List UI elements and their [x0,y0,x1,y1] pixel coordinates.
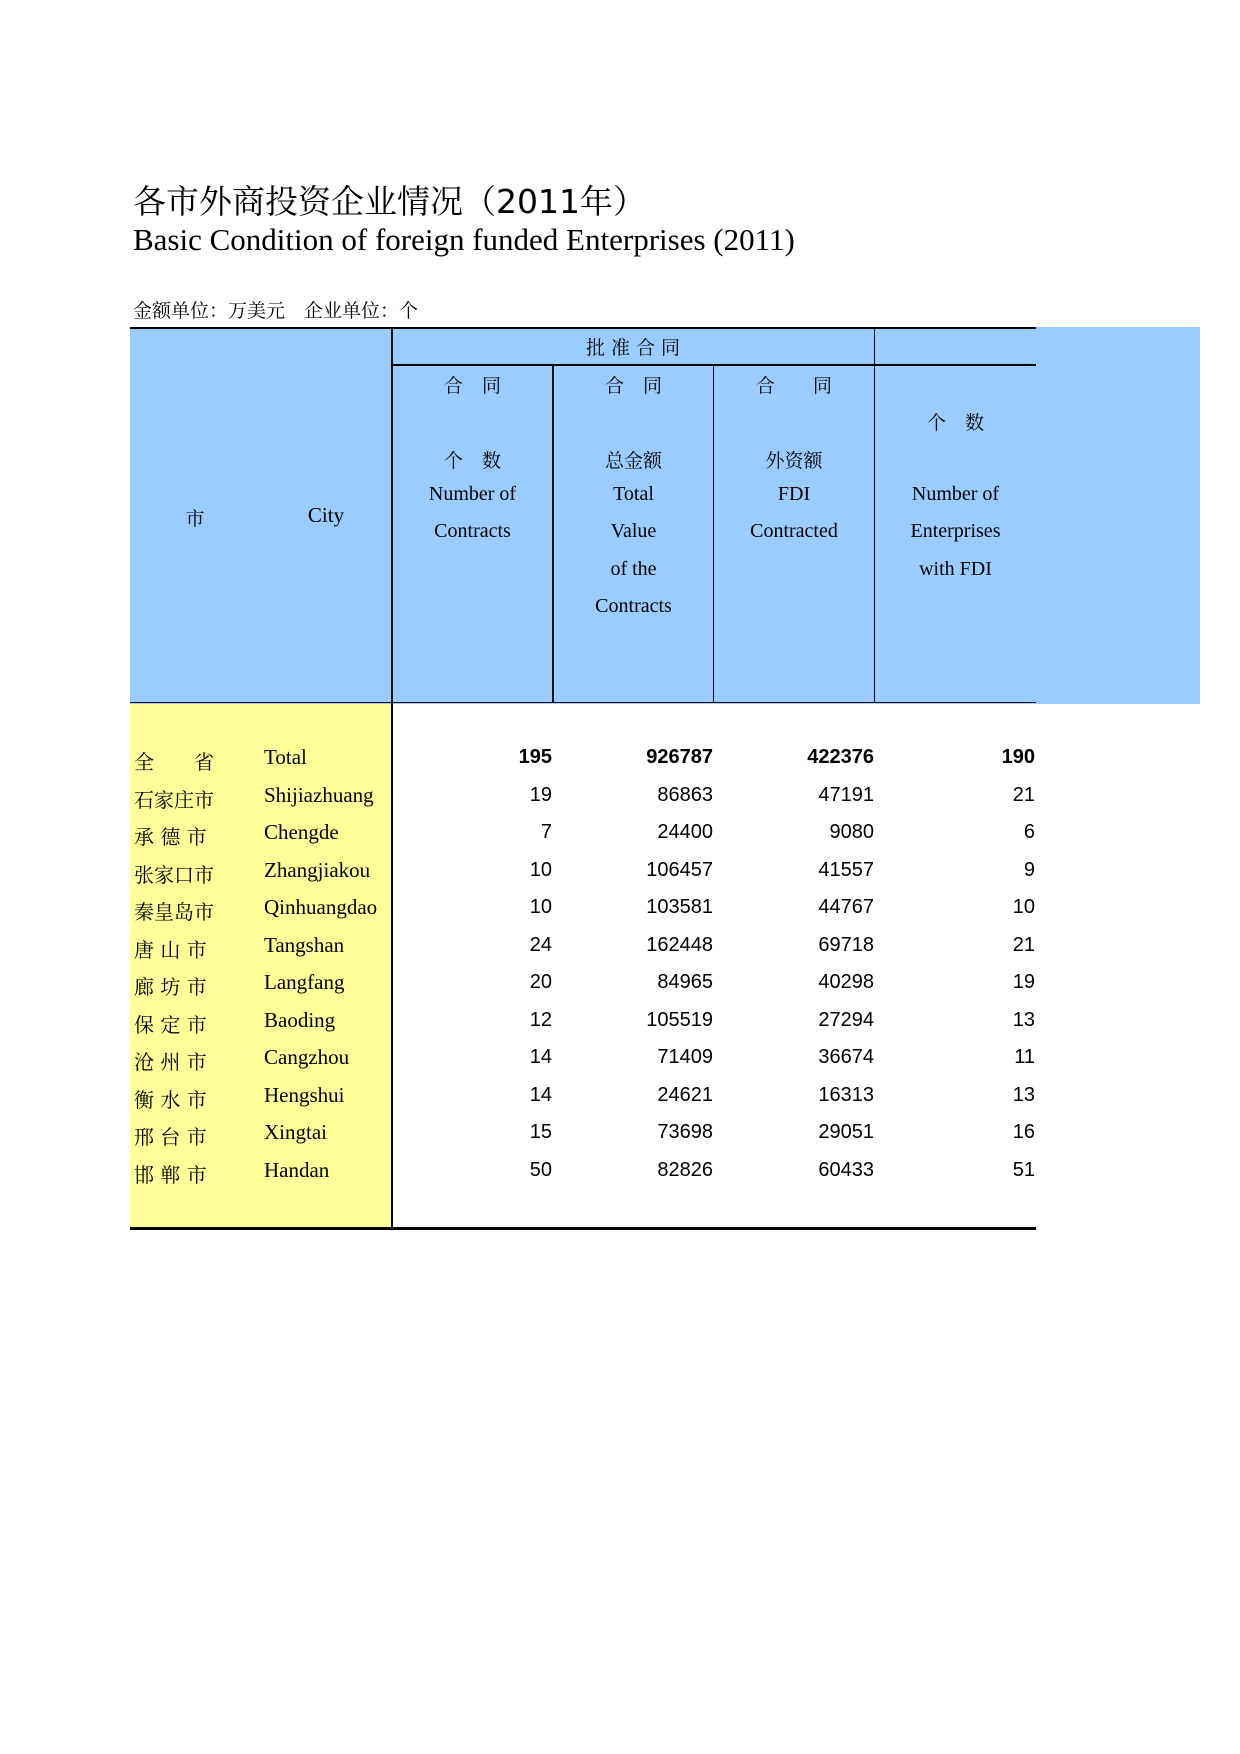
row-city-cn: 邢 台 市 [134,1125,207,1149]
row-enterprises: 51 [1012,1158,1035,1181]
row-total-value: 24621 [657,1083,713,1106]
group-header-divider [392,364,1036,366]
table-top-border [130,327,1036,329]
row-city-cn: 张家口市 [134,862,214,887]
row-city-en: Cangzhou [264,1045,350,1069]
row-fdi: 44767 [818,896,874,918]
col4-en-line2: Enterprises [910,520,1001,542]
row-enterprises: 16 [1012,1121,1035,1143]
row-enterprises: 21 [1012,783,1035,806]
col4-en-line3: with FDI [919,558,992,580]
row-city-cn: 廊 坊 市 [134,975,207,999]
row-city-en: Tangshan [264,932,345,957]
row-contracts: 24 [529,933,552,956]
row-city-cn: 唐 山 市 [134,937,207,962]
page-title-en: Basic Condition of foreign funded Enterprises (2011) [133,222,795,257]
row-city-cn: 承 德 市 [134,825,207,849]
page-title-cn: 各市外商投资企业情况（2011年） [133,182,646,221]
row-total-value: 103581 [646,896,713,918]
col2-en-line3: of the [610,558,657,580]
row-city-en: Chengde [264,820,339,844]
col1-en-line1: Number of [428,483,517,505]
row-total-value: 73698 [657,1121,713,1143]
row-enterprises: 19 [1012,971,1035,993]
row-city-en: Baoding [264,1007,336,1032]
header-bottom-border [130,702,1036,703]
row-total-value: 71409 [657,1046,713,1068]
city-cn-header: 市 [185,508,205,530]
row-fdi: 69718 [818,933,874,956]
row-city-en: Handan [264,1157,330,1182]
row-enterprises: 190 [1001,746,1035,768]
row-total-value: 106457 [646,858,713,881]
row-enterprises: 21 [1012,933,1035,956]
row-city-en: Xingtai [264,1120,327,1144]
row-fdi: 9080 [829,821,874,843]
row-fdi: 47191 [818,783,874,806]
col2-en-line4: Contracts [595,595,672,617]
row-city-en: Qinhuangdao [264,895,378,919]
row-contracts: 15 [529,1121,552,1143]
row-fdi: 29051 [818,1121,874,1143]
col4-cn-top: 个 数 [926,412,984,434]
row-city-cn: 保 定 市 [134,1012,207,1037]
row-fdi: 422376 [807,746,874,768]
row-total-value: 24400 [657,821,713,843]
row-contracts: 195 [518,746,552,768]
row-city-cn: 石家庄市 [134,787,214,812]
row-fdi: 36674 [818,1046,874,1068]
row-total-value: 82826 [657,1158,713,1181]
row-city-cn: 全 省 [134,750,214,774]
col1-en-line2: Contracts [434,520,511,542]
col3-cn-top: 合 同 [755,375,832,397]
row-contracts: 14 [529,1046,552,1068]
col1-cn-bottom: 个 数 [443,450,501,472]
row-city-cn: 沧 州 市 [134,1050,207,1074]
col2-en-line2: Value [610,520,657,542]
row-enterprises: 13 [1012,1083,1035,1106]
row-city-cn: 邯 郸 市 [134,1162,207,1187]
table-bottom-border [130,1227,1036,1230]
row-total-value: 162448 [646,933,713,956]
row-fdi: 41557 [818,858,874,881]
row-fdi: 16313 [818,1083,874,1106]
col4-en-line1: Number of [911,483,1000,505]
col2-en-line1: Total [613,483,654,505]
row-total-value: 926787 [646,746,713,768]
col2-cn-bottom: 总金额 [604,450,662,472]
row-contracts: 50 [529,1158,552,1181]
col3-cn-bottom: 外资额 [765,450,823,472]
col3-en-line1: FDI [777,483,811,505]
row-contracts: 19 [529,783,552,806]
row-fdi: 60433 [818,1158,874,1181]
row-enterprises: 10 [1012,896,1035,918]
col2-cn-top: 合 同 [604,375,662,397]
row-city-en: Shijiazhuang [264,782,374,807]
row-contracts: 20 [529,971,552,993]
row-fdi: 27294 [818,1008,874,1031]
unit-note: 金额单位：万美元 企业单位：个 [133,300,419,322]
row-total-value: 84965 [657,971,713,993]
row-city-en: Langfang [264,970,345,994]
row-enterprises: 9 [1023,858,1035,881]
row-enterprises: 13 [1012,1008,1035,1031]
col1-cn-top: 合 同 [443,375,501,397]
col3-en-line2: Contracted [750,520,838,542]
row-city-cn: 秦皇岛市 [134,900,214,924]
row-total-value: 86863 [657,783,713,806]
row-city-cn: 衡 水 市 [134,1087,207,1112]
row-city-en: Total [264,745,307,769]
row-total-value: 105519 [646,1008,713,1031]
row-contracts: 10 [529,858,552,881]
row-contracts: 12 [529,1008,552,1031]
row-city-en: Hengshui [264,1082,345,1107]
row-contracts: 10 [529,896,552,918]
row-contracts: 7 [540,821,552,843]
row-enterprises: 6 [1023,821,1035,843]
row-enterprises: 11 [1014,1046,1035,1068]
row-fdi: 40298 [818,971,874,993]
row-city-en: Zhangjiakou [264,857,371,882]
city-en-header: City [307,503,345,527]
group-header-label: 批 准 合 同 [585,337,681,359]
row-contracts: 14 [529,1083,552,1106]
